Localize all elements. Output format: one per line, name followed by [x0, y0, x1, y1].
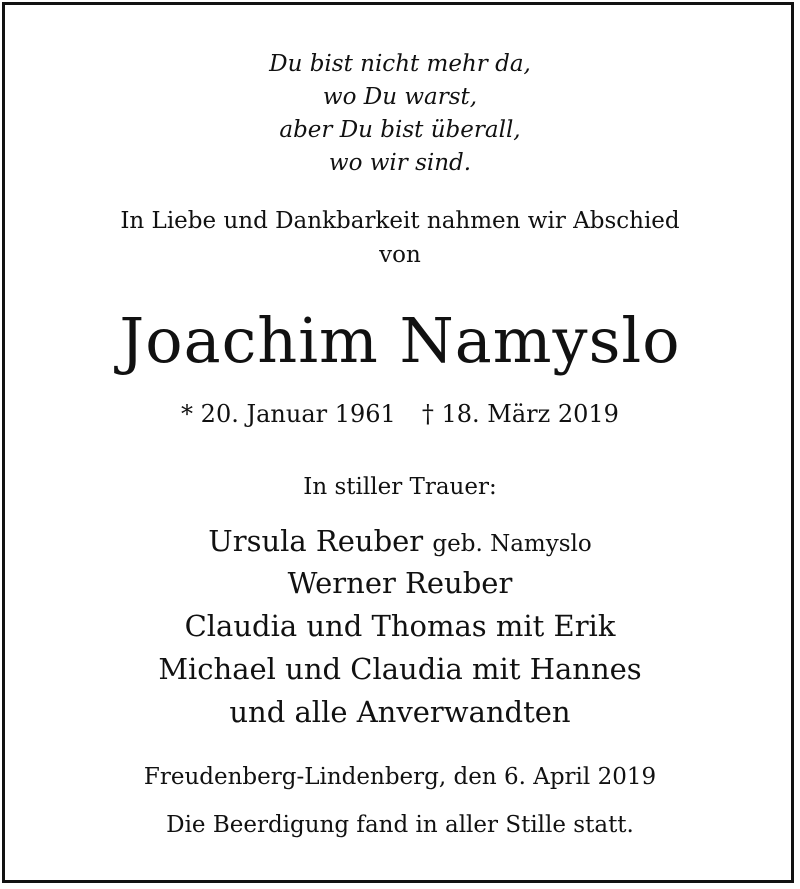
verse-line-4: wo wir sind.	[328, 150, 472, 176]
verse-line-2: wo Du warst,	[322, 84, 478, 110]
mourning-intro: In stiller Trauer:	[303, 474, 497, 500]
mourner-1-name: Ursula Reuber	[208, 524, 424, 558]
verse-line-1: Du bist nicht mehr da,	[269, 51, 531, 77]
mourner-5: und alle Anverwandten	[229, 695, 571, 729]
mourner-1-maiden-name: geb. Namyslo	[432, 531, 592, 557]
death-date: † 18. März 2019	[421, 400, 619, 428]
mourner-4: Michael und Claudia mit Hannes	[158, 652, 642, 686]
verse-line-3: aber Du bist überall,	[279, 117, 521, 143]
mourner-1	[0, 524, 800, 558]
farewell-line-2: von	[379, 242, 421, 268]
place-and-date: Freudenberg-Lindenberg, den 6. April 2019	[143, 764, 657, 790]
farewell-line-1: In Liebe und Dankbarkeit nahmen wir Abschied	[120, 208, 680, 234]
mourner-3: Claudia und Thomas mit Erik	[184, 609, 616, 643]
deceased-name: Joachim Namyslo	[119, 304, 681, 377]
mourner-2: Werner Reuber	[287, 566, 513, 600]
birth-date: * 20. Januar 1961	[181, 400, 396, 428]
life-dates	[0, 400, 800, 428]
funeral-note: Die Beerdigung fand in aller Stille statt.	[166, 812, 634, 838]
